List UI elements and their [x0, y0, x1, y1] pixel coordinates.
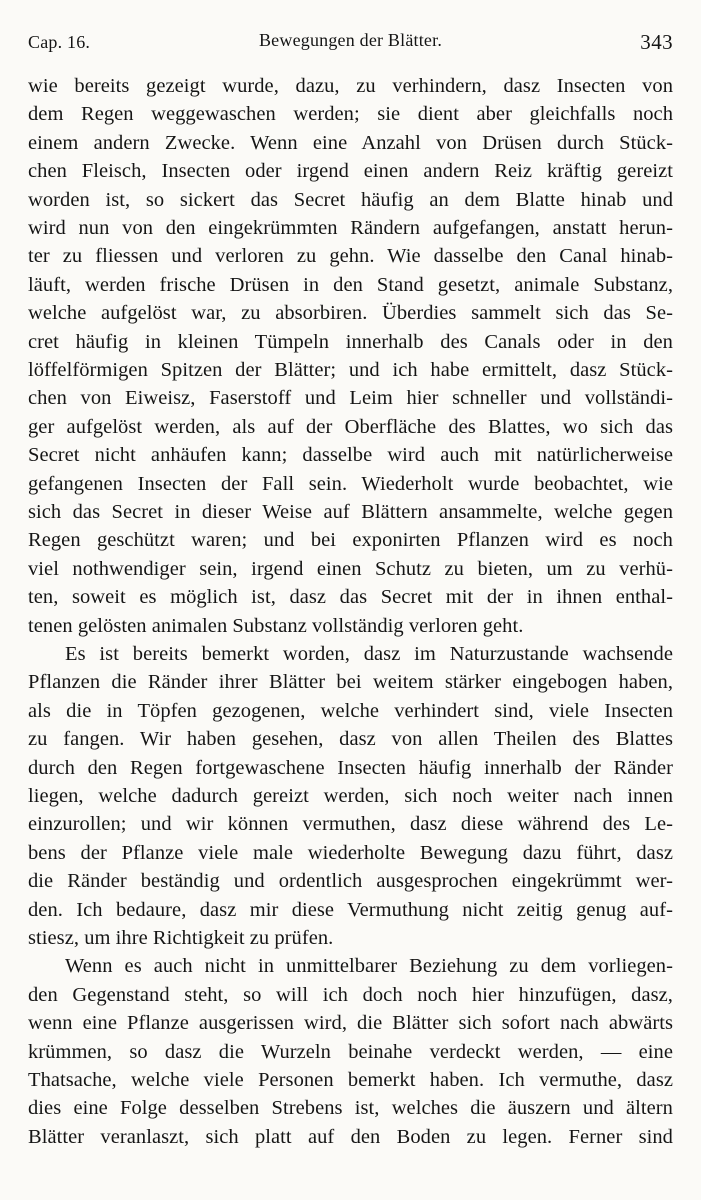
text-line: Thatsache, welche viele Personen bemerkt haben. Ich vermuthe, dasz [28, 1069, 673, 1091]
text-line: wird nun von den eingekrümmten Rändern aufgefangen, anstatt herun- [28, 217, 673, 239]
text-line: worden ist, so sickert das Secret häufig an dem Blatte hinab und [28, 188, 673, 211]
text-line: Secret nicht anhäufen kann; dasselbe wird auch mit natürlicherweise [28, 444, 673, 467]
text-line: den. Ich bedaure, dasz mir diese Vermuthung nicht zeitig genug auf- [28, 898, 673, 921]
text-line: Blätter veranlaszt, sich platt auf den Boden zu legen. Ferner sind [28, 1125, 673, 1148]
text-line: Pflanzen die Ränder ihrer Blätter bei weitem stärker eingebogen haben, [28, 671, 673, 694]
text-line: ger aufgelöst werden, als auf der Oberfläche des Blattes, wo sich das [28, 415, 673, 438]
text-line: wenn eine Pflanze ausgerissen wird, die Blätter sich sofort nach abwärts [28, 1012, 673, 1035]
text-line: liegen, welche dadurch gereizt werden, sich noch weiter nach innen [28, 785, 673, 807]
text-line: den Gegenstand steht, so will ich doch noch hier hinzufügen, dasz, [28, 983, 673, 1006]
text-line: als die in Töpfen gezogenen, welche verhindert sind, viele Insecten [28, 699, 673, 722]
text-line: welche aufgelöst war, zu absorbiren. Überdies sammelt sich das Se- [28, 302, 673, 325]
body-text [28, 72, 673, 1184]
text-line: Wenn es auch nicht in unmittelbarer Beziehung zu dem vorliegen- [65, 955, 673, 978]
text-line: läuft, werden frische Drüsen in den Stand gesetzt, animale Substanz, [28, 273, 673, 296]
text-line: viel nothwendiger sein, irgend einen Schutz zu bieten, um zu verhü- [28, 557, 673, 580]
text-line: dem Regen weggewaschen werden; sie dient aber gleichfalls noch [28, 103, 673, 126]
text-line: durch den Regen fortgewaschene Insecten häufig innerhalb der Ränder [28, 756, 673, 779]
text-line: wie bereits gezeigt wurde, dazu, zu verhindern, dasz Insecten von [28, 75, 673, 97]
text-line: stiesz, um ihre Richtigkeit zu prüfen. [28, 927, 334, 949]
running-header [28, 28, 673, 58]
text-line: chen von Eiweisz, Faserstoff und Leim hier schneller und vollständi- [28, 387, 673, 410]
text-line: bens der Pflanze viele male wiederholte Bewegung dazu führt, dasz [28, 841, 673, 864]
text-line: Es ist bereits bemerkt worden, dasz im Naturzustande wachsende [65, 643, 673, 665]
text-line: ten, soweit es möglich ist, dasz das Secret mit der in ihnen enthal- [28, 586, 673, 609]
text-line: cret häufig in kleinen Tümpeln innerhalb des Canals oder in den [28, 330, 673, 353]
text-line: Regen geschützt waren; und bei exponirten Pflanzen wird es noch [28, 529, 673, 552]
text-line: chen Fleisch, Insecten oder irgend einen andern Reiz kräftig gereizt [28, 160, 673, 183]
text-line: löffelförmigen Spitzen der Blätter; und ich habe ermittelt, dasz Stück- [28, 359, 673, 381]
text-line: krümmen, so dasz die Wurzeln beinahe verdeckt werden, — eine [28, 1040, 673, 1063]
text-line: dies eine Folge desselben Strebens ist, welches die äuszern und ältern [28, 1097, 673, 1120]
page-number: 343 [640, 30, 673, 54]
chapter-label: Cap. 16. [28, 32, 91, 52]
text-line: die Ränder beständig und ordentlich ausgesprochen eingekrümmt wer- [28, 870, 673, 893]
text-line: gefangenen Insecten der Fall sein. Wiederholt wurde beobachtet, wie [28, 472, 673, 495]
text-line: zu fangen. Wir haben gesehen, dasz von allen Theilen des Blattes [28, 728, 673, 751]
text-line: sich das Secret in dieser Weise auf Blättern ansammelte, welche gegen [28, 501, 673, 523]
text-line: einem andern Zwecke. Wenn eine Anzahl von Drüsen durch Stück- [28, 131, 673, 154]
text-line: ter zu fliessen und verloren zu gehn. Wie dasselbe den Canal hinab- [28, 245, 673, 268]
text-line: einzurollen; und wir können vermuthen, dasz diese während des Le- [28, 813, 673, 836]
text-line: tenen gelösten animalen Substanz vollständig verloren geht. [28, 614, 524, 637]
page-title: Bewegungen der Blätter. [258, 30, 443, 50]
